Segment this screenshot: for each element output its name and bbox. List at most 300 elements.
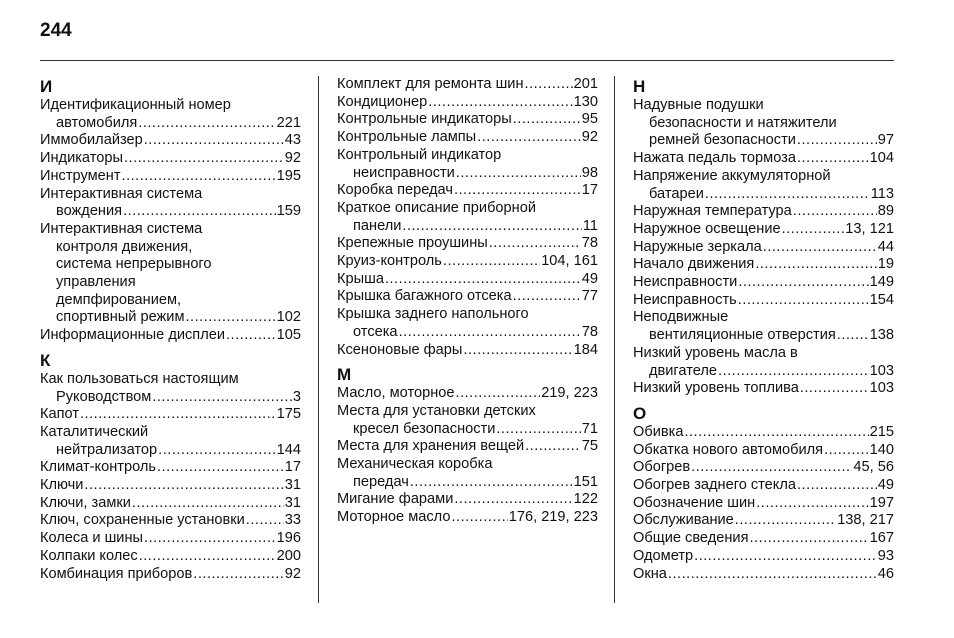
index-entry-leader-row: [40, 327, 301, 345]
index-entry-leader-row: [40, 389, 301, 407]
index-page-ref: 98: [581, 164, 598, 181]
index-entry-text: Краткое описание приборной: [337, 199, 536, 216]
dot-leader: [684, 424, 868, 442]
index-entry: [40, 221, 301, 327]
index-entry-leader-row: [337, 474, 598, 492]
index-page-ref: 122: [573, 491, 598, 508]
index-entry-text: Надувные подушки: [633, 97, 764, 113]
index-page-ref: 113: [870, 185, 894, 202]
index-entry-term: Обогрев: [633, 459, 691, 476]
index-entry-term: двигателе: [649, 362, 718, 379]
index-entry-term: кресел безопасности: [353, 420, 496, 437]
dot-leader: [735, 512, 836, 530]
index-entry-leader-row: [40, 566, 301, 584]
index-entry-term: Крыша: [337, 270, 384, 287]
index-entry: [40, 530, 301, 548]
index-entry-leader-row: [337, 271, 598, 289]
index-entry-text: Как пользоваться настоящим: [40, 370, 239, 387]
index-entry-leader-row: [633, 424, 894, 442]
dot-leader: [123, 203, 276, 221]
index-entry-term: Кондиционер: [337, 93, 428, 110]
index-page-ref: 31: [284, 494, 301, 511]
dot-leader: [428, 94, 572, 112]
index-entry-term: Капот: [40, 406, 79, 423]
index-entry-leader-row: [337, 235, 598, 253]
index-entry-term: Крышка багажного отсека: [337, 288, 512, 305]
index-entry-leader-row: [633, 186, 894, 204]
dot-leader: [80, 406, 276, 424]
index-column-3: [633, 76, 894, 583]
index-entry-leader-row: [633, 256, 894, 274]
index-entry-term: Круиз-контроль: [337, 253, 442, 270]
index-entry-term: передач: [353, 473, 409, 490]
dot-leader: [513, 111, 581, 129]
index-page-ref: 200: [276, 547, 301, 564]
index-page-ref: 130: [573, 93, 598, 110]
index-entry-leader-row: [40, 309, 301, 327]
dot-leader: [477, 129, 581, 147]
index-entry-leader-row: [633, 380, 894, 398]
index-entry-term: Неисправность: [633, 291, 737, 308]
index-column-1: [40, 76, 301, 583]
dot-leader: [122, 168, 276, 186]
dot-leader: [139, 548, 276, 566]
index-entry: [337, 342, 598, 360]
index-entry: [40, 548, 301, 566]
index-entry: [40, 424, 301, 459]
index-entry-term: Ключи, замки: [40, 494, 131, 511]
index-page-ref: 140: [869, 441, 894, 458]
dot-leader: [402, 218, 581, 236]
index-page-ref: 92: [581, 129, 598, 146]
index-entry-text: Места для установки детских: [337, 402, 536, 419]
index-entry-term: Мигание фарами: [337, 491, 454, 508]
index-entry-leader-row: [337, 385, 598, 403]
dot-leader: [489, 235, 581, 253]
index-entry-term: спортивный режим: [56, 309, 185, 326]
index-entry: [40, 132, 301, 150]
index-entry-leader-row: [337, 129, 598, 147]
index-entry-term: Контрольные индикаторы: [337, 111, 512, 128]
index-entry-text: Напряжение аккумуляторной: [633, 167, 831, 184]
index-page-ref: 97: [877, 132, 894, 149]
index-entry-term: Общие сведения: [633, 530, 749, 547]
index-entry-term: Наружная температура: [633, 203, 792, 220]
dot-leader: [694, 548, 877, 566]
index-entry-leader-row: [633, 363, 894, 381]
index-entry-leader-row: [633, 442, 894, 460]
index-page-ref: 13, 121: [845, 220, 894, 237]
index-page-ref: 31: [284, 477, 301, 494]
dot-leader: [385, 271, 581, 289]
dot-leader: [132, 495, 284, 513]
index-entry-leader-row: [633, 150, 894, 168]
dot-leader: [738, 292, 869, 310]
index-entry: [633, 309, 894, 344]
index-entry-term: Инструмент: [40, 167, 121, 184]
index-page-ref: 215: [869, 423, 894, 440]
index-entry: [40, 97, 301, 132]
index-entry: [633, 512, 894, 530]
index-entry: [337, 509, 598, 527]
dot-leader: [793, 203, 877, 221]
dot-leader: [451, 509, 507, 527]
index-entry-text: Контрольный индикатор: [337, 146, 502, 163]
index-entry-term: Масло, моторное: [337, 385, 455, 402]
index-entry-term: Неисправности: [633, 274, 738, 291]
index-letter-heading: И: [40, 77, 53, 96]
index-entry-leader-row: [633, 548, 894, 566]
index-letter-heading: О: [633, 403, 647, 423]
dot-leader: [756, 495, 868, 513]
index-entry-term: ремней безопасности: [649, 132, 796, 149]
index-entry: [337, 182, 598, 200]
index-entry: [633, 221, 894, 239]
index-entry-term: вентиляционные отверстия: [649, 327, 836, 344]
index-entry-term: автомобиля: [56, 114, 138, 131]
index-page-ref: 33: [284, 512, 301, 529]
index-page-ref: 151: [573, 473, 598, 490]
index-entry-term: Моторное масло: [337, 509, 451, 526]
index-letter-heading: Н: [633, 77, 646, 96]
index-entry: [337, 76, 598, 94]
index-entry: [633, 274, 894, 292]
index-page-ref: 196: [276, 530, 301, 547]
index-entry-text: Каталитический: [40, 423, 149, 440]
dot-leader: [124, 150, 284, 168]
index-page-ref: 78: [581, 323, 598, 340]
index-page-ref: 45, 56: [853, 459, 894, 476]
index-entry-leader-row: [633, 459, 894, 477]
index-entry-text: Интерактивная система: [40, 220, 203, 237]
index-entry-text: Крышка заднего напольного: [337, 306, 529, 323]
index-page-ref: 19: [877, 256, 894, 273]
dot-leader: [138, 115, 275, 133]
index-page-ref: 46: [877, 565, 894, 582]
dot-leader: [226, 327, 276, 345]
index-entry-leader-row: [337, 218, 598, 236]
dot-leader: [749, 530, 868, 548]
dot-leader: [152, 389, 292, 407]
index-entry: [40, 566, 301, 584]
dot-leader: [763, 239, 877, 257]
index-entry-leader-row: [633, 221, 894, 239]
dot-leader: [144, 530, 276, 548]
index-page-ref: 219, 223: [541, 385, 598, 402]
index-entry-leader-row: [40, 168, 301, 186]
index-page-ref: 138: [869, 327, 894, 344]
column-divider: [614, 76, 615, 603]
index-entry: [633, 459, 894, 477]
index-entry: [633, 442, 894, 460]
index-page-ref: 197: [869, 494, 894, 511]
dot-leader: [456, 385, 541, 403]
index-entry: [633, 380, 894, 398]
index-entry-term: Иммобилайзер: [40, 132, 143, 149]
index-page-ref: 103: [869, 362, 894, 379]
dot-leader: [718, 363, 869, 381]
index-entry: [633, 168, 894, 203]
index-entry-leader-row: [337, 509, 598, 527]
index-entry-term: Руководством: [56, 388, 152, 405]
index-page-ref: 77: [581, 288, 598, 305]
index-entry-leader-row: [633, 239, 894, 257]
index-entry-term: Колеса и шины: [40, 530, 144, 547]
index-entry-text: Идентификационный номер: [40, 97, 231, 113]
index-entry: [40, 477, 301, 495]
index-entry-text: Интерактивная система: [40, 185, 203, 202]
index-entry-leader-row: [337, 421, 598, 439]
index-entry: [337, 200, 598, 235]
index-entry-term: отсека: [353, 323, 398, 340]
index-entry-term: Нажата педаль тормоза: [633, 150, 796, 167]
index-entry-leader-row: [40, 459, 301, 477]
index-entry-leader-row: [633, 566, 894, 584]
page-number: 244: [40, 20, 72, 41]
index-entry: [633, 548, 894, 566]
index-letter-heading: М: [337, 365, 352, 385]
index-entry-leader-row: [337, 76, 598, 94]
index-entry: [40, 495, 301, 513]
index-letter-heading: К: [40, 350, 51, 370]
index-entry: [40, 371, 301, 406]
index-entry-term: Наружные зеркала: [633, 238, 762, 255]
index-entry-leader-row: [633, 327, 894, 345]
index-entry-leader-row: [40, 115, 301, 133]
index-page-ref: 44: [877, 238, 894, 255]
dot-leader: [782, 221, 845, 239]
index-entry-text: контроля движения,: [56, 238, 193, 255]
index-page-ref: 159: [276, 203, 301, 220]
index-entry-text: Неподвижные: [633, 309, 729, 326]
index-entry: [337, 271, 598, 289]
index-entry-term: Наружное освещение: [633, 220, 781, 237]
index-page-ref: 201: [573, 76, 598, 92]
index-page-ref: 49: [877, 477, 894, 494]
dot-leader: [157, 459, 284, 477]
index-entry-leader-row: [40, 442, 301, 460]
index-page-ref: 43: [284, 132, 301, 149]
dot-leader: [800, 380, 869, 398]
index-page-ref: 184: [573, 341, 598, 358]
index-entry: [633, 203, 894, 221]
index-entry-leader-row: [337, 491, 598, 509]
index-entry-term: Обивка: [633, 423, 684, 440]
dot-leader: [705, 186, 870, 204]
index-entry-term: неисправности: [353, 164, 455, 181]
index-entry-term: Обслуживание: [633, 512, 734, 529]
dot-leader: [824, 442, 869, 460]
dot-leader: [797, 477, 877, 495]
index-entry-leader-row: [633, 530, 894, 548]
index-entry-text: система непрерывного: [56, 256, 212, 273]
index-entry-text: Механическая коробка: [337, 456, 493, 473]
dot-leader: [410, 474, 573, 492]
index-entry-term: Места для хранения вещей: [337, 438, 525, 455]
index-entry-term: Контрольные лампы: [337, 129, 477, 146]
index-entry-term: панели: [353, 217, 402, 234]
index-entry-leader-row: [40, 530, 301, 548]
index-entry: [633, 530, 894, 548]
index-entry-leader-row: [40, 548, 301, 566]
dot-leader: [144, 132, 284, 150]
index-entry-leader-row: [337, 253, 598, 271]
index-entry: [633, 239, 894, 257]
dot-leader: [463, 342, 572, 360]
index-page-ref: 149: [869, 274, 894, 291]
index-page-ref: 144: [276, 441, 301, 458]
dot-leader: [513, 288, 581, 306]
index-entry-leader-row: [40, 406, 301, 424]
index-page-ref: 3: [292, 388, 301, 405]
index-page-ref: 78: [581, 235, 598, 252]
index-page-ref: 104, 161: [541, 253, 598, 270]
index-page-ref: 175: [276, 406, 301, 423]
index-entry-leader-row: [40, 477, 301, 495]
index-entry-term: Обкатка нового автомобиля: [633, 441, 824, 458]
index-entry: [337, 385, 598, 403]
index-entry-leader-row: [40, 150, 301, 168]
dot-leader: [454, 182, 581, 200]
index-page-ref: 92: [284, 565, 301, 582]
index-page-ref: 95: [581, 111, 598, 128]
index-entry-term: Низкий уровень топлива: [633, 380, 799, 397]
index-page-ref: 93: [877, 547, 894, 564]
index-entry-term: Ключи: [40, 477, 84, 494]
index-entry-leader-row: [337, 94, 598, 112]
index-entry: [40, 512, 301, 530]
index-entry: [633, 97, 894, 150]
index-entry: [633, 477, 894, 495]
index-entry: [633, 345, 894, 380]
dot-leader: [84, 477, 283, 495]
index-entry-term: Ксеноновые фары: [337, 341, 463, 358]
index-entry: [633, 256, 894, 274]
index-entry-text: управления: [56, 274, 136, 291]
index-entry-leader-row: [337, 288, 598, 306]
index-page-ref: 102: [276, 309, 301, 326]
index-entry-term: Окна: [633, 565, 667, 582]
index-page-ref: 92: [284, 150, 301, 167]
index-page-ref: 221: [276, 114, 301, 131]
dot-leader: [185, 309, 275, 327]
index-entry-leader-row: [633, 292, 894, 310]
dot-leader: [399, 324, 581, 342]
index-entry-leader-row: [633, 512, 894, 530]
index-entry: [40, 186, 301, 221]
index-entry: [40, 327, 301, 345]
index-entry-leader-row: [633, 203, 894, 221]
index-entry: [337, 491, 598, 509]
index-entry-text: безопасности и натяжители: [649, 114, 837, 131]
index-entry: [40, 459, 301, 477]
index-entry: [633, 292, 894, 310]
dot-leader: [456, 165, 581, 183]
dot-leader: [193, 566, 283, 584]
index-entry-term: Начало движения: [633, 256, 755, 273]
index-page-ref: 71: [581, 420, 598, 437]
index-entry-text: демпфированием,: [56, 291, 182, 308]
index-page-ref: 176, 219, 223: [508, 509, 598, 526]
index-entry-term: батареи: [649, 185, 704, 202]
index-entry-term: Индикаторы: [40, 150, 123, 167]
index-entry-leader-row: [337, 111, 598, 129]
dot-leader: [246, 512, 284, 530]
index-entry-term: Коробка передач: [337, 182, 453, 199]
index-entry: [337, 111, 598, 129]
index-entry-leader-row: [40, 132, 301, 150]
index-entry: [337, 288, 598, 306]
index-entry-term: Одометр: [633, 547, 694, 564]
index-entry: [633, 566, 894, 584]
index-entry: [337, 253, 598, 271]
index-page-ref: 138, 217: [837, 512, 894, 529]
index-page-ref: 17: [581, 182, 598, 199]
index-entry-term: Крепежные проушины: [337, 235, 488, 252]
index-entry-leader-row: [337, 182, 598, 200]
index-entry-leader-row: [337, 324, 598, 342]
index-entry-leader-row: [633, 495, 894, 513]
index-entry: [633, 424, 894, 442]
dot-leader: [738, 274, 868, 292]
index-entry: [40, 150, 301, 168]
dot-leader: [525, 76, 573, 94]
index-entry-leader-row: [337, 438, 598, 456]
index-page-ref: 195: [276, 167, 301, 184]
index-entry-leader-row: [633, 132, 894, 150]
index-entry-leader-row: [40, 495, 301, 513]
dot-leader: [837, 327, 869, 345]
index-page-ref: 75: [581, 438, 598, 455]
dot-leader: [443, 253, 540, 271]
index-entry: [337, 235, 598, 253]
dot-leader: [797, 150, 869, 168]
index-entry: [40, 406, 301, 424]
index-entry-term: Информационные дисплеи: [40, 327, 225, 344]
index-entry: [633, 150, 894, 168]
dot-leader: [755, 256, 876, 274]
index-column-2: [337, 76, 598, 527]
index-entry-term: Обогрев заднего стекла: [633, 477, 796, 494]
index-entry: [337, 456, 598, 491]
index-entry-leader-row: [633, 274, 894, 292]
column-divider: [318, 76, 319, 603]
index-entry-term: Комплект для ремонта шин: [337, 76, 524, 92]
index-entry: [337, 306, 598, 341]
index-entry-term: Колпаки колес: [40, 547, 138, 564]
index-entry-term: Обозначение шин: [633, 494, 756, 511]
index-entry-leader-row: [337, 342, 598, 360]
dot-leader: [691, 459, 852, 477]
index-entry-term: Комбинация приборов: [40, 565, 193, 582]
index-page-ref: 49: [581, 270, 598, 287]
dot-leader: [454, 491, 572, 509]
index-entry: [337, 403, 598, 438]
index-page-ref: 104: [869, 150, 894, 167]
dot-leader: [496, 421, 580, 439]
index-entry: [337, 94, 598, 112]
index-page-ref: 154: [869, 291, 894, 308]
index-entry: [337, 438, 598, 456]
dot-leader: [158, 442, 275, 460]
index-page-ref: 11: [582, 217, 598, 234]
index-entry: [337, 129, 598, 147]
dot-leader: [525, 438, 581, 456]
header-rule: [40, 60, 894, 61]
index-entry-leader-row: [337, 165, 598, 183]
index-page-ref: 17: [284, 459, 301, 476]
index-page-ref: 103: [869, 380, 894, 397]
